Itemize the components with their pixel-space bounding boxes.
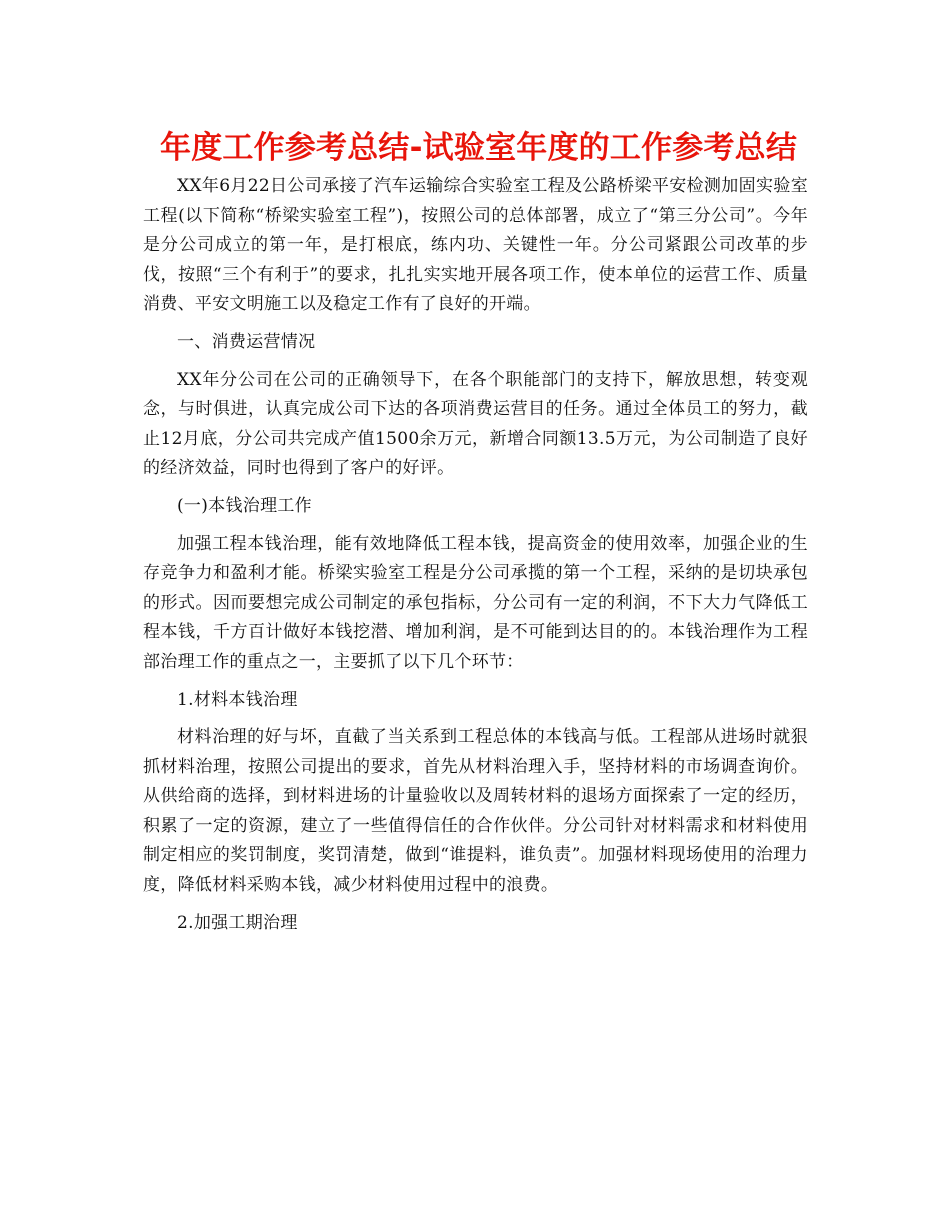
cost-paragraph: 加强工程本钱治理，能有效地降低工程本钱，提高资金的使用效率，加强企业的生存竞争力和盈利才能。桥梁实验室工程是分公司承揽的第一个工程，采纳的是切块承包的形式。因而要想完成公司制定的承包指标，分公司有一定的利润，不下大力气降低工程本钱，千方百计做好本钱挖潜、增加利润，是不可能到达目的的。本钱治理作为工程部治理工作的重点之一，主要抓了以下几个环节： <box>143 533 808 672</box>
document-title: 年度工作参考总结-试验室年度的工作参考总结 <box>160 130 798 166</box>
item-heading-schedule: 2.加强工期治理 <box>177 912 298 933</box>
subsection-heading-cost: (一)本钱治理工作 <box>177 495 312 516</box>
item-heading-material: 1.材料本钱治理 <box>177 689 298 710</box>
production-paragraph: XX年分公司在公司的正确领导下，在各个职能部门的支持下，解放思想，转变观念，与时俱进，认真完成公司下达的各项消费运营目的任务。通过全体员工的努力，截止12月底，分公司共完成产值1500余万元，新增合同额13.5万元，为公司制造了良好的经济效益，同时也得到了客户的好评。 <box>143 369 808 479</box>
material-paragraph: 材料治理的好与坏，直截了当关系到工程总体的本钱高与低。工程部从进场时就狠抓材料治理，按照公司提出的要求，首先从材料治理入手，坚持材料的市场调查询价。从供给商的选择，到材料进场的计量验收以及周转材料的退场方面探索了一定的经历，积累了一定的资源，建立了一些值得信任的合作伙伴。分公司针对材料需求和材料使用制定相应的奖罚制度，奖罚清楚，做到“谁提料，谁负责”。加强材料现场使用的治理力度，降低材料采购本钱，减少材料使用过程中的浪费。 <box>143 727 808 896</box>
intro-paragraph: XX年6月22日公司承接了汽车运输综合实验室工程及公路桥梁平安检测加固实验室工程(以下简称“桥梁实验室工程”)，按照公司的总体部署，成立了“第三分公司”。今年是分公司成立的第一年，是打根底，练内功、关键性一年。分公司紧跟公司改革的步伐，按照“三个有利于”的要求，扎扎实实地开展各项工作，使本单位的运营工作、质量消费、平安文明施工以及稳定工作有了良好的开端。 <box>143 176 808 315</box>
section-heading-production: 一、消费运营情况 <box>177 331 316 352</box>
document-page <box>143 124 808 938</box>
